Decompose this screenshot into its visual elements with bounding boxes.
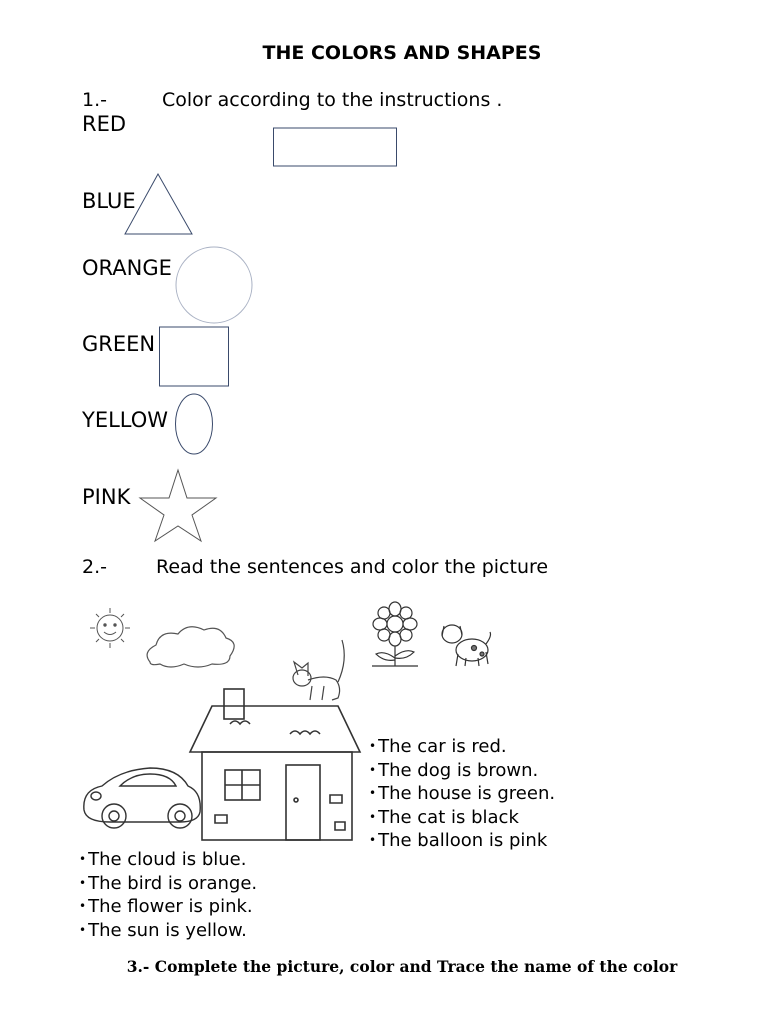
label-green: GREEN (82, 332, 156, 356)
bullet-icon: • (369, 809, 377, 824)
bullet-icon: • (369, 762, 377, 777)
circle-icon (176, 247, 252, 323)
car-icon (84, 768, 200, 828)
list-item: • The cloud is blue. (79, 849, 247, 870)
list-item: • The balloon is pink (369, 830, 548, 851)
step-1-instruction: Color according to the instructions . (162, 89, 503, 111)
list-item: • The bird is orange. (79, 872, 258, 894)
step-3-instruction: 3.- Complete the picture, color and Trace the name of the color (126, 957, 678, 976)
list-item: • The dog is brown. (369, 759, 539, 781)
cloud-icon (147, 627, 234, 667)
list-item: • The sun is yellow. (79, 919, 247, 941)
list-item: • The flower is pink. (79, 896, 253, 917)
cat-icon (293, 640, 344, 700)
bullet-icon: • (79, 899, 87, 913)
step-2-instruction: Read the sentences and color the picture (156, 556, 549, 578)
sentence-list-right (369, 735, 555, 853)
scene-picture (80, 600, 365, 845)
sun-icon (90, 608, 130, 648)
page-title: THE COLORS AND SHAPES (262, 42, 542, 64)
house-icon (190, 689, 360, 840)
step-2-number: 2.- (82, 556, 107, 578)
triangle-icon (125, 174, 192, 234)
dog-icon (438, 620, 494, 670)
label-yellow: YELLOW (82, 408, 169, 432)
flower-icon (368, 602, 424, 668)
label-pink: PINK (82, 485, 131, 509)
rectangle-icon (274, 128, 397, 166)
sentence-list-left (79, 848, 257, 942)
bullet-icon: • (369, 739, 377, 753)
list-item: • The car is red. (369, 736, 507, 757)
step-1-number: 1.- (82, 89, 107, 111)
bullet-icon: • (369, 786, 377, 800)
bullet-icon: • (79, 875, 87, 890)
label-red: RED (82, 112, 127, 136)
list-item: • The house is green. (369, 783, 556, 804)
square-icon (160, 327, 229, 386)
bullet-icon: • (369, 833, 377, 847)
label-orange: ORANGE (82, 256, 172, 280)
list-item: • The cat is black (369, 806, 519, 828)
bullet-icon: • (79, 852, 87, 866)
oval-icon (176, 394, 213, 454)
label-blue: BLUE (82, 189, 136, 213)
star-icon (140, 470, 216, 541)
bullet-icon: • (79, 922, 87, 937)
